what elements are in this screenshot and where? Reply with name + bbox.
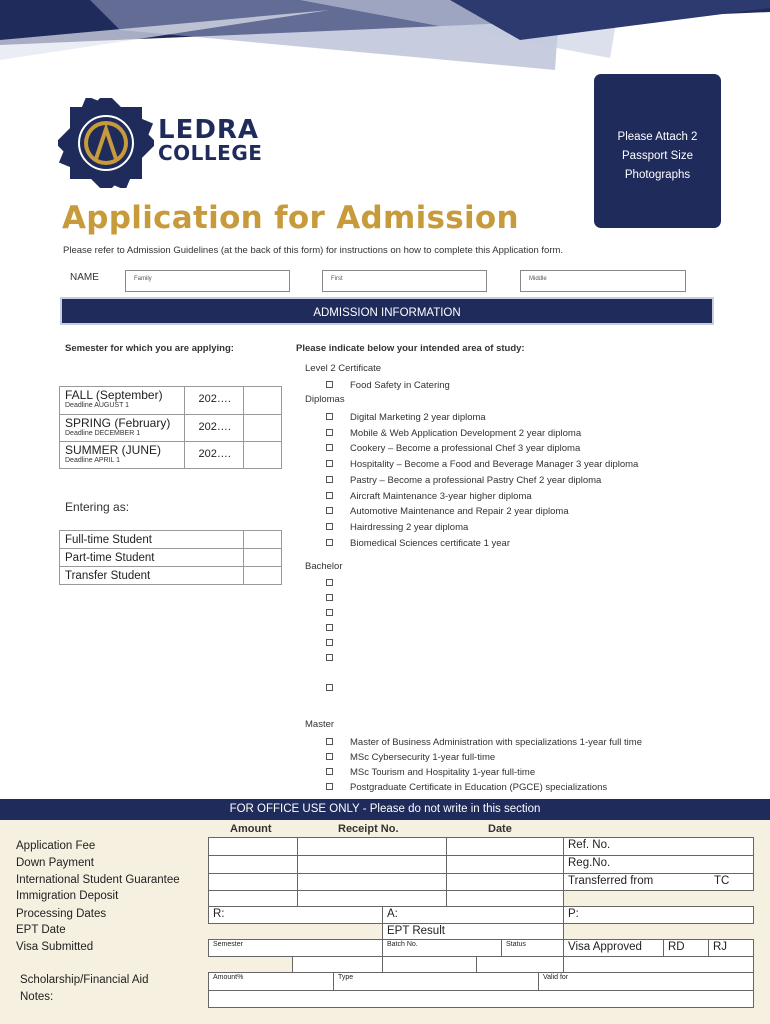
study-option-label (350, 473, 601, 488)
a-cell[interactable] (382, 906, 564, 924)
study-option-line: Mobile & Web Application Development 2 year diploma (350, 427, 582, 439)
checkbox-icon[interactable] (326, 594, 333, 601)
study-option[interactable] (326, 576, 350, 591)
office-cell[interactable] (297, 890, 447, 907)
office-cell[interactable] (297, 873, 447, 891)
checkbox-icon[interactable] (326, 429, 333, 436)
name-label: NAME (70, 272, 99, 283)
page-title: Application for Admission (62, 200, 519, 236)
checkbox-icon[interactable] (326, 639, 333, 646)
p-cell[interactable] (563, 906, 754, 924)
study-option[interactable] (326, 520, 468, 535)
entering-option-label: Full-time Student (60, 531, 244, 549)
study-option-label (350, 426, 581, 441)
checkbox-icon[interactable] (326, 523, 333, 530)
rj-cell[interactable] (708, 939, 754, 957)
study-option[interactable] (326, 681, 350, 696)
logo-text-ledra: LEDRA (158, 115, 260, 145)
r-label: R: (213, 908, 225, 920)
study-option[interactable] (326, 426, 581, 441)
semester-name: SUMMER (JUNE) (65, 443, 161, 457)
study-option-line: MSc Tourism and Hospitality 1-year full-time (350, 767, 536, 778)
tc-label: TC (714, 875, 730, 887)
office-row-label: Down Payment (16, 857, 94, 869)
office-cell[interactable] (563, 956, 754, 973)
study-option[interactable] (326, 750, 495, 765)
office-cell[interactable] (208, 855, 298, 874)
instructions-text: Please refer to Admission Guidelines (at the back of this form) for instructions on how to complete this Application form. (63, 245, 564, 256)
office-row-label: Immigration Deposit (16, 890, 119, 902)
office-cell[interactable] (208, 890, 298, 907)
checkbox-icon[interactable] (326, 539, 333, 546)
semester-cell[interactable] (208, 939, 383, 957)
study-option-line: Postgraduate Certificate in Education (PGCE) specializations (350, 782, 608, 793)
study-option-label (350, 504, 569, 519)
study-option-label (350, 536, 510, 551)
amount-percent-cell[interactable] (208, 972, 334, 991)
level2-label: Level 2 Certificate (305, 363, 382, 374)
checkbox-icon[interactable] (326, 609, 333, 616)
study-option[interactable] (326, 504, 569, 519)
study-option-label (350, 410, 486, 425)
family-name-field[interactable] (125, 270, 290, 292)
study-option[interactable] (326, 636, 350, 651)
p-label: P: (568, 908, 579, 920)
reg-no-cell[interactable] (563, 855, 754, 874)
study-option-label (350, 441, 580, 456)
r-cell[interactable] (208, 906, 383, 924)
study-option[interactable] (326, 441, 580, 456)
study-option-label (350, 457, 638, 472)
ept-result-cell[interactable] (382, 923, 564, 940)
study-option[interactable] (326, 457, 638, 472)
study-option-line: MSc Cybersecurity 1-year full-time (350, 752, 496, 763)
checkbox-icon[interactable] (326, 413, 333, 420)
checkbox-icon[interactable] (326, 444, 333, 451)
entering-table (59, 530, 282, 585)
study-option-line: Hairdressing 2 year diploma (350, 521, 469, 533)
middle-name-field[interactable] (520, 270, 686, 292)
study-option-line: Hospitality – Become a Food and Beverage Manager 3 year diploma (350, 459, 639, 471)
checkbox-icon[interactable] (326, 460, 333, 467)
status-label: Status (506, 941, 526, 948)
study-option[interactable] (326, 378, 450, 393)
semester-heading: Semester for which you are applying: (65, 343, 234, 354)
checkbox-icon[interactable] (326, 738, 333, 745)
entering-checkbox[interactable] (244, 549, 282, 567)
study-option-line: Cookery – Become a professional Chef 3 year diploma (350, 443, 581, 455)
study-option-line: Digital Marketing 2 year diploma (350, 412, 486, 423)
semester-row (60, 387, 282, 415)
study-option[interactable] (326, 780, 607, 795)
checkbox-icon[interactable] (326, 507, 333, 514)
checkbox-icon[interactable] (326, 492, 333, 499)
office-row-label: EPT Date (16, 924, 66, 936)
entering-as-label: Entering as: (65, 500, 130, 514)
visa-approved-cell[interactable] (563, 939, 664, 957)
checkbox-icon[interactable] (326, 783, 333, 790)
checkbox-icon[interactable] (326, 476, 333, 483)
study-option[interactable] (326, 591, 350, 606)
visa-approved-label: Visa Approved (568, 941, 642, 953)
checkbox-icon[interactable] (326, 768, 333, 775)
valid-for-label: Valid for (543, 974, 569, 981)
batch-no-cell[interactable] (382, 939, 502, 957)
bachelor-label: Bachelor (305, 561, 343, 572)
entering-option-label: Transfer Student (60, 567, 244, 585)
office-cell[interactable] (382, 956, 477, 973)
office-cell[interactable] (446, 855, 564, 874)
semester-row (60, 415, 282, 442)
study-option-line: Automotive Maintenance and Repair 2 year diploma (350, 506, 569, 518)
office-row-label: International Student Guarantee (16, 874, 180, 886)
entering-row (60, 531, 282, 549)
valid-for-cell[interactable] (538, 972, 754, 991)
amount-column-header: Amount (230, 823, 272, 835)
office-cell[interactable] (208, 837, 298, 856)
study-option-label (350, 378, 450, 393)
semester-checkbox[interactable] (244, 442, 282, 469)
study-option-label (350, 750, 495, 765)
office-row-label: Application Fee (16, 840, 96, 852)
rj-label: RJ (713, 941, 728, 953)
study-option[interactable] (326, 489, 532, 504)
entering-checkbox[interactable] (244, 531, 282, 549)
office-cell[interactable] (297, 837, 447, 856)
study-option[interactable] (326, 651, 350, 666)
entering-option-label: Part-time Student (60, 549, 244, 567)
a-label: A: (387, 908, 398, 920)
checkbox-icon[interactable] (326, 381, 333, 388)
notes-label: Notes: (20, 991, 54, 1003)
study-option[interactable] (326, 536, 510, 551)
office-use-band: FOR OFFICE USE ONLY - Please do not write in this section (0, 799, 770, 820)
study-option[interactable] (326, 621, 350, 636)
checkbox-icon[interactable] (326, 579, 333, 586)
photo-box-line-2: Passport Size (622, 150, 693, 162)
semester-row (60, 442, 282, 469)
office-cell[interactable] (208, 873, 298, 891)
status-cell[interactable] (501, 939, 564, 957)
diplomas-label: Diplomas (305, 394, 345, 405)
semester-year: 202…. (184, 387, 244, 415)
study-option-line: Master of Business Administration with specializations 1-year full time (350, 737, 642, 748)
semester-deadline: Deadline DECEMBER 1 (65, 430, 141, 437)
checkbox-icon[interactable] (326, 624, 333, 631)
header-decoration (0, 0, 770, 80)
ref-no-label: Ref. No. (568, 839, 611, 851)
notes-field[interactable] (208, 990, 754, 1008)
study-option-label (350, 735, 642, 750)
reg-no-label: Reg.No. (568, 857, 611, 869)
transferred-from-label: Transferred from (568, 875, 654, 887)
photo-box-line-3: Photographs (624, 169, 691, 181)
logo-text-college: COLLEGE (158, 141, 263, 165)
study-heading: Please indicate below your intended area of study: (296, 343, 525, 354)
ledra-logo-emblem (58, 98, 154, 188)
entering-row (60, 549, 282, 567)
rd-cell[interactable] (663, 939, 709, 957)
semester-checkbox[interactable] (244, 415, 282, 442)
scholarship-label: Scholarship/Financial Aid (20, 974, 149, 986)
office-cell[interactable] (297, 855, 447, 874)
first-name-hint: First (331, 276, 343, 282)
office-cell[interactable] (292, 956, 383, 973)
entering-row (60, 567, 282, 585)
semester-name: SPRING (February) (65, 416, 171, 430)
study-option[interactable] (326, 765, 535, 780)
middle-name-hint: Middle (529, 276, 547, 282)
date-column-header: Date (488, 823, 512, 835)
study-option-label (350, 520, 468, 535)
checkbox-icon[interactable] (326, 654, 333, 661)
study-option-line: Aircraft Maintenance 3-year higher diploma (350, 490, 532, 502)
study-option-label (350, 780, 607, 795)
semester-checkbox[interactable] (244, 387, 282, 415)
semester-deadline: Deadline AUGUST 1 (65, 402, 130, 409)
study-option[interactable] (326, 473, 601, 488)
batch-no-label: Batch No. (387, 941, 418, 948)
amount-percent-label: Amount% (213, 974, 244, 981)
admission-information-band: ADMISSION INFORMATION (60, 297, 714, 325)
office-cell[interactable] (476, 956, 564, 973)
office-row-label: Processing Dates (16, 908, 107, 920)
study-option-line: Biomedical Sciences certificate 1 year (350, 537, 510, 549)
passport-photo-box (594, 74, 721, 228)
ref-no-cell[interactable] (563, 837, 754, 856)
semester-name: FALL (September) (65, 388, 163, 402)
checkbox-icon[interactable] (326, 684, 333, 691)
semester-year: 202…. (184, 442, 244, 469)
office-cell[interactable] (446, 890, 564, 907)
first-name-field[interactable] (322, 270, 487, 292)
rd-label: RD (668, 941, 685, 953)
office-cell[interactable] (446, 837, 564, 856)
study-option[interactable] (326, 606, 350, 621)
type-cell[interactable] (333, 972, 539, 991)
transferred-from-cell[interactable] (563, 873, 754, 891)
master-label: Master (305, 719, 335, 730)
semester-table (59, 386, 282, 469)
semester-label: Semester (213, 941, 243, 948)
receipt-column-header: Receipt No. (338, 823, 399, 835)
study-option-label (350, 489, 532, 504)
study-option[interactable] (326, 735, 642, 750)
ept-result-label: EPT Result (387, 925, 445, 937)
family-name-hint: Family (134, 276, 152, 282)
entering-checkbox[interactable] (244, 567, 282, 585)
photo-box-line-1: Please Attach 2 (617, 131, 698, 143)
study-option-line: Food Safety in Catering (350, 380, 450, 391)
checkbox-icon[interactable] (326, 753, 333, 760)
type-label: Type (338, 974, 354, 981)
semester-year: 202…. (184, 415, 244, 442)
semester-deadline: Deadline APRIL 1 (65, 457, 120, 464)
study-option[interactable] (326, 410, 486, 425)
study-option-label (350, 765, 535, 780)
office-row-label: Visa Submitted (16, 941, 94, 953)
office-cell[interactable] (446, 873, 564, 891)
study-option-line: Pastry – Become a professional Pastry Chef 2 year diploma (350, 474, 602, 486)
